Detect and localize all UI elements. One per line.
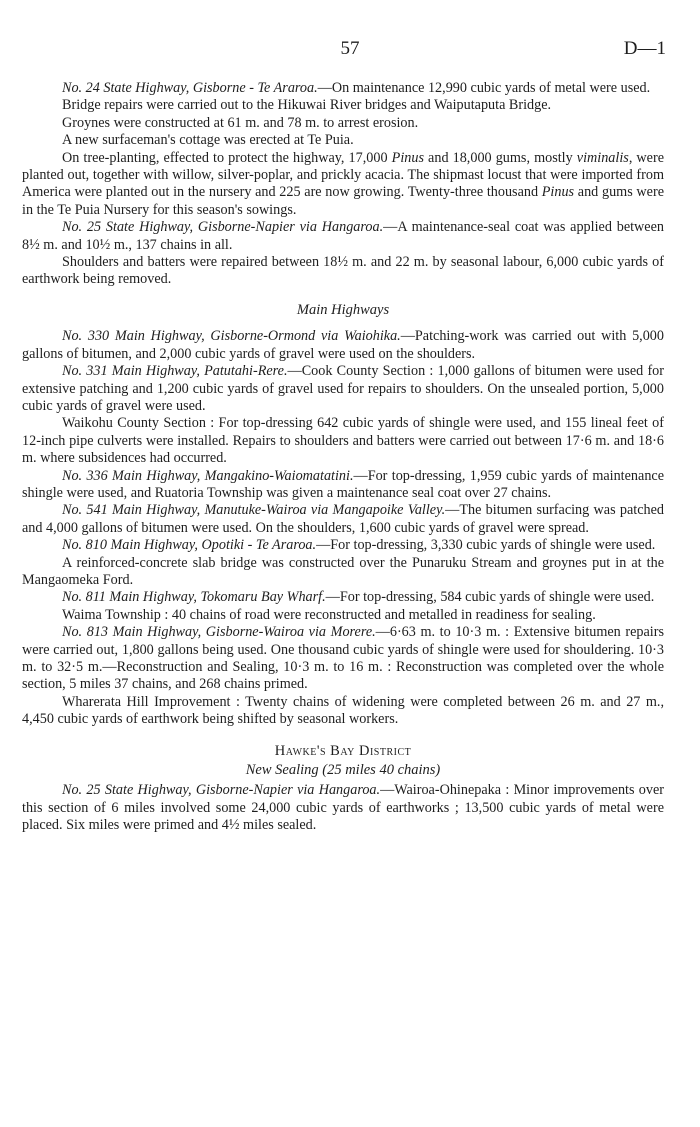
- paragraph-text: —For top-dressing, 584 cubic yards of shingle were used.: [325, 589, 655, 606]
- paragraph-text: —Cook County Section : 1,000 gallons of bitumen were used for extensive patching and 1,200 cubic yards of gravel used for repairs to shoulders. On the unsealed portion, 5,000 cubic yards of gravel were used.: [22, 363, 664, 414]
- highway-title: No. 25 State Highway, Gisborne-Napier via Hangaroa.: [62, 782, 381, 799]
- paragraph: [22, 607, 664, 624]
- page-number: 57: [340, 38, 360, 59]
- highway-title: No. 811 Main Highway, Tokomaru Bay Wharf.: [62, 589, 326, 606]
- page-body: [22, 80, 664, 835]
- paragraph-text: —Wairoa-Ohinepaka : Minor improvements over this section of 6 miles involved some 24,000 cubic yards of earthworks ; 13,500 cubic yards of metal were placed. Six miles were primed and 4½ miles sealed.: [22, 782, 665, 834]
- paragraph-text: —For top-dressing, 3,330 cubic yards of shingle were used.: [316, 537, 656, 554]
- paragraph-text: A reinforced-concrete slab bridge was constructed over the Punaruku Stream and groynes put in at the Mangaomeka Ford.: [22, 554, 664, 588]
- paragraph-text: Waikohu County Section : For top-dressing 642 cubic yards of shingle were used, and 155 lineal feet of 12-inch pipe culverts were installed. Repairs to shoulders and batters were carried out between 17·6 m. and 18·6 m. where subsidences had occurred.: [22, 415, 664, 467]
- paragraph-text: , were planted out, together with willow, silver-poplar, and prickly acacia. The shipmast locust that were imported from America were planted out in the nursery and 225 are now growing. Twenty-three thousand: [22, 149, 664, 201]
- paragraph-text: —For top-dressing, 1,959 cubic yards of maintenance shingle were used, and Ruatoria Township was given a maintenance seal coat over 27 chains.: [22, 467, 665, 501]
- paragraph: [22, 115, 664, 132]
- paragraph: [22, 468, 664, 503]
- paragraph-text: Bridge repairs were carried out to the Hikuwai River bridges and Waiputaputa Bridge.: [62, 97, 552, 114]
- paragraph: [22, 537, 664, 554]
- highway-title: No. 813 Main Highway, Gisborne-Wairoa via Morere.: [62, 624, 376, 641]
- highway-title: No. 25 State Highway, Gisborne-Napier via Hangaroa.: [62, 219, 384, 236]
- paragraph-text: Waima Township : 40 chains of road were reconstructed and metalled in readiness for sealing.: [62, 606, 596, 623]
- paragraph-text: Shoulders and batters were repaired between 18½ m. and 22 m. by seasonal labour, 6,000 cubic yards of earthwork being removed.: [22, 254, 664, 288]
- paragraph-text: On tree-planting, effected to protect the highway, 17,000: [62, 149, 392, 166]
- paragraph-text: Groynes were constructed at 61 m. and 78 m. to arrest erosion.: [62, 114, 419, 131]
- page-reference: D—1: [623, 38, 666, 59]
- paragraph-text: A new surfaceman's cottage was erected at Te Puia.: [62, 132, 354, 149]
- highway-title: No. 810 Main Highway, Opotiki - Te Araroa.: [62, 537, 317, 554]
- paragraph: [22, 782, 664, 834]
- district-subheading: New Sealing (25 miles 40 chains): [245, 762, 441, 779]
- paragraph: [22, 328, 664, 363]
- paragraph-text: —Patching-work was carried out with 5,000 gallons of bitumen, and 2,000 cubic yards of gravel were used on the shoulders.: [22, 328, 664, 362]
- paragraph: [22, 80, 664, 97]
- highway-title: No. 330 Main Highway, Gisborne-Ormond via Waiohika.: [62, 328, 401, 345]
- paragraph-group-main-highways: [22, 328, 664, 728]
- highway-title: No. 331 Main Highway, Patutahi-Rere.: [62, 363, 288, 380]
- highway-title: No. 541 Main Highway, Manutuke-Wairoa via Mangapoike Valley.: [62, 502, 446, 519]
- paragraph-text: —6·63 m. to 10·3 m. : Extensive bitumen repairs were carried out, 1,800 gallons being used. One thousand cubic yards of shingle were used for shouldering. 10·3 m. to 32·5 m.—Reconstruction and Sealing, 10·3 m. to 16 m. : Reconstruction was completed over the whole section, 5 miles 37 chains, and 268 chains primed.: [22, 624, 664, 693]
- paragraph-text: Wharerata Hill Improvement : Twenty chains of widening were completed between 26 m. and 27 m., 4,450 cubic yards of earthwork being shifted by seasonal workers.: [22, 693, 664, 728]
- paragraph: [22, 254, 664, 289]
- paragraph: [22, 694, 664, 729]
- paragraph: [22, 555, 664, 590]
- paragraph-group-hawkes-bay: [22, 782, 664, 834]
- highway-title: No. 24 State Highway, Gisborne - Te Araroa.: [62, 80, 318, 96]
- paragraph: [22, 415, 664, 467]
- section-heading-main-highways: Main Highways: [296, 301, 390, 318]
- paragraph-text: —The bitumen surfacing was patched and 4,000 gallons of bitumen were used. On the shoulders, 1,600 cubic yards of gravel were spread.: [22, 502, 664, 536]
- paragraph-tree-planting: [22, 150, 664, 220]
- species-name: Pinus: [541, 184, 575, 201]
- paragraph: [22, 132, 664, 149]
- paragraph: [22, 219, 664, 254]
- paragraph: [22, 624, 664, 694]
- paragraph: [22, 589, 664, 606]
- species-name: Pinus: [391, 149, 424, 166]
- paragraph-text: —On maintenance 12,990 cubic yards of metal were used.: [317, 80, 651, 96]
- paragraph: [22, 363, 664, 415]
- paragraph-text: and 18,000 gums, mostly: [423, 149, 577, 166]
- paragraph-text: and gums were in the Te Puia Nursery for this season's sowings.: [22, 184, 664, 218]
- paragraph: [22, 97, 664, 114]
- paragraph-text: —A maintenance-seal coat was applied between 8½ m. and 10½ m., 137 chains in all.: [22, 219, 664, 253]
- species-name: viminalis: [576, 149, 629, 166]
- paragraph-group-state-highway-24: [22, 80, 664, 289]
- highway-title: No. 336 Main Highway, Mangakino-Waiomatatini.: [62, 467, 354, 484]
- paragraph: [22, 502, 664, 537]
- district-heading: Hawke's Bay District: [274, 742, 412, 759]
